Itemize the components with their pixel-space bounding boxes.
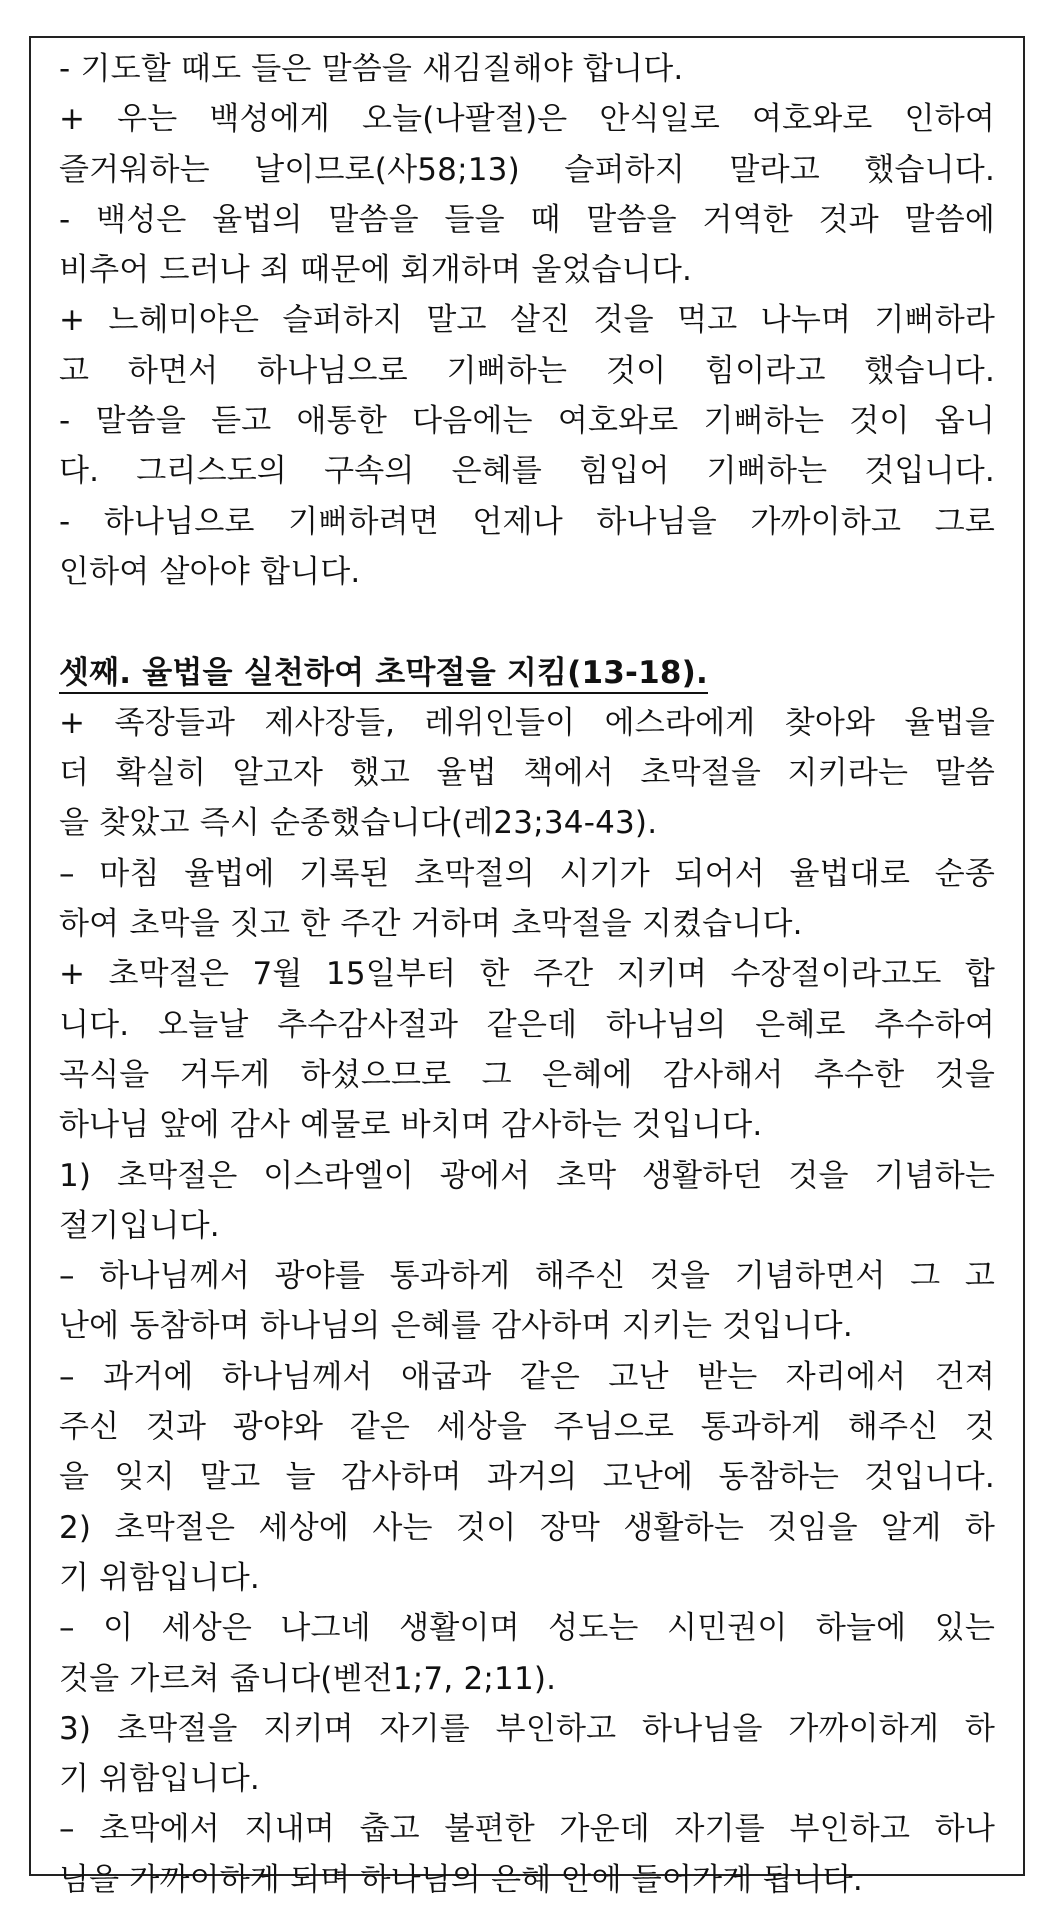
text-line: – 하나님께서 광야를 통과하게 해주신 것을 기념하면서 그 고 — [59, 1258, 995, 1295]
text-line: 2) 초막절은 세상에 사는 것이 장막 생활하는 것임을 알게 하 — [59, 1509, 995, 1546]
text-line: 것을 가르쳐 줍니다(벧전1;7, 2;11). — [59, 1660, 557, 1697]
text-line: + 느헤미야은 슬퍼하지 말고 살진 것을 먹고 나누며 기뻐하라 — [59, 302, 995, 339]
text-line: 절기입니다. — [59, 1207, 220, 1244]
text-line: – 이 세상은 나그네 생활이며 성도는 시민권이 하늘에 있는 — [59, 1610, 995, 1647]
text-line: 비추어 드러나 죄 때문에 회개하며 울었습니다. — [59, 252, 693, 289]
text-line: 을 찾았고 즉시 순종했습니다(레23;34-43). — [59, 805, 658, 842]
text-line: - 기도할 때도 들은 말씀을 새김질해야 합니다. — [59, 51, 684, 87]
text-line: - 하나님으로 기뻐하려면 언제나 하나님을 가까이하고 그로 — [59, 503, 995, 540]
text-line: 주신 것과 광야와 같은 세상을 주님으로 통과하게 해주신 것 — [59, 1409, 995, 1446]
text-line: 님을 가까이하게 되며 하나님의 은혜 안에 들어가게 됩니다. — [59, 1861, 863, 1898]
text-line: 하여 초막을 짓고 한 주간 거하며 초막절을 지켰습니다. — [59, 906, 803, 943]
text-line: 더 확실히 알고자 했고 율법 책에서 초막절을 지키라는 말씀 — [59, 755, 995, 792]
text-line: + 우는 백성에게 오늘(나팔절)은 안식일로 여호와로 인하여 — [59, 101, 995, 138]
text-line: + 족장들과 제사장들, 레위인들이 에스라에게 찾아와 율법을 — [59, 704, 995, 741]
text-line: 기 위함입니다. — [59, 1761, 260, 1798]
text-line: 1) 초막절은 이스라엘이 광에서 초막 생활하던 것을 기념하는 — [59, 1157, 995, 1194]
section-heading-text: 셋째. 율법을 실천하여 초막절을 지킴(13-18). — [59, 655, 708, 694]
text-line: 기 위함입니다. — [59, 1559, 260, 1596]
text-line: 3) 초막절을 지키며 자기를 부인하고 하나님을 가까이하게 하 — [59, 1710, 995, 1747]
text-line: + 초막절은 7월 15일부터 한 주간 지키며 수장절이라고도 합 — [59, 956, 995, 993]
text-line: - 말씀을 듣고 애통한 다음에는 여호와로 기뻐하는 것이 옵니 — [59, 403, 995, 440]
text-line: 즐거워하는 날이므로(사58;13) 슬퍼하지 말라고 했습니다. — [59, 151, 995, 188]
text-line: – 마침 율법에 기록된 초막절의 시기가 되어서 율법대로 순종 — [59, 855, 995, 892]
text-line: 니다. 오늘날 추수감사절과 같은데 하나님의 은혜로 추수하여 — [59, 1006, 995, 1043]
section-heading — [59, 648, 995, 698]
document-body — [59, 44, 995, 1905]
blank-line — [59, 597, 995, 647]
text-line: - 백성은 율법의 말씀을 들을 때 말씀을 거역한 것과 말씀에 — [59, 201, 995, 238]
text-line: – 초막에서 지내며 춥고 불편한 가운데 자기를 부인하고 하나 — [59, 1811, 995, 1848]
text-line: 을 잊지 말고 늘 감사하며 과거의 고난에 동참하는 것입니다. — [59, 1459, 995, 1496]
text-line: 하나님 앞에 감사 예물로 바치며 감사하는 것입니다. — [59, 1107, 763, 1144]
document-frame — [29, 36, 1025, 1898]
text-line: 난에 동참하며 하나님의 은혜를 감사하며 지키는 것입니다. — [59, 1308, 853, 1345]
text-line: – 과거에 하나님께서 애굽과 같은 고난 받는 자리에서 건져 — [59, 1358, 995, 1395]
text-line: 인하여 살아야 합니다. — [59, 553, 361, 590]
text-line: 고 하면서 하나님으로 기뻐하는 것이 힘이라고 했습니다. — [59, 352, 995, 389]
text-line: 곡식을 거두게 하셨으므로 그 은혜에 감사해서 추수한 것을 — [59, 1056, 995, 1093]
text-line: 다. 그리스도의 구속의 은혜를 힘입어 기뻐하는 것입니다. — [59, 453, 995, 490]
